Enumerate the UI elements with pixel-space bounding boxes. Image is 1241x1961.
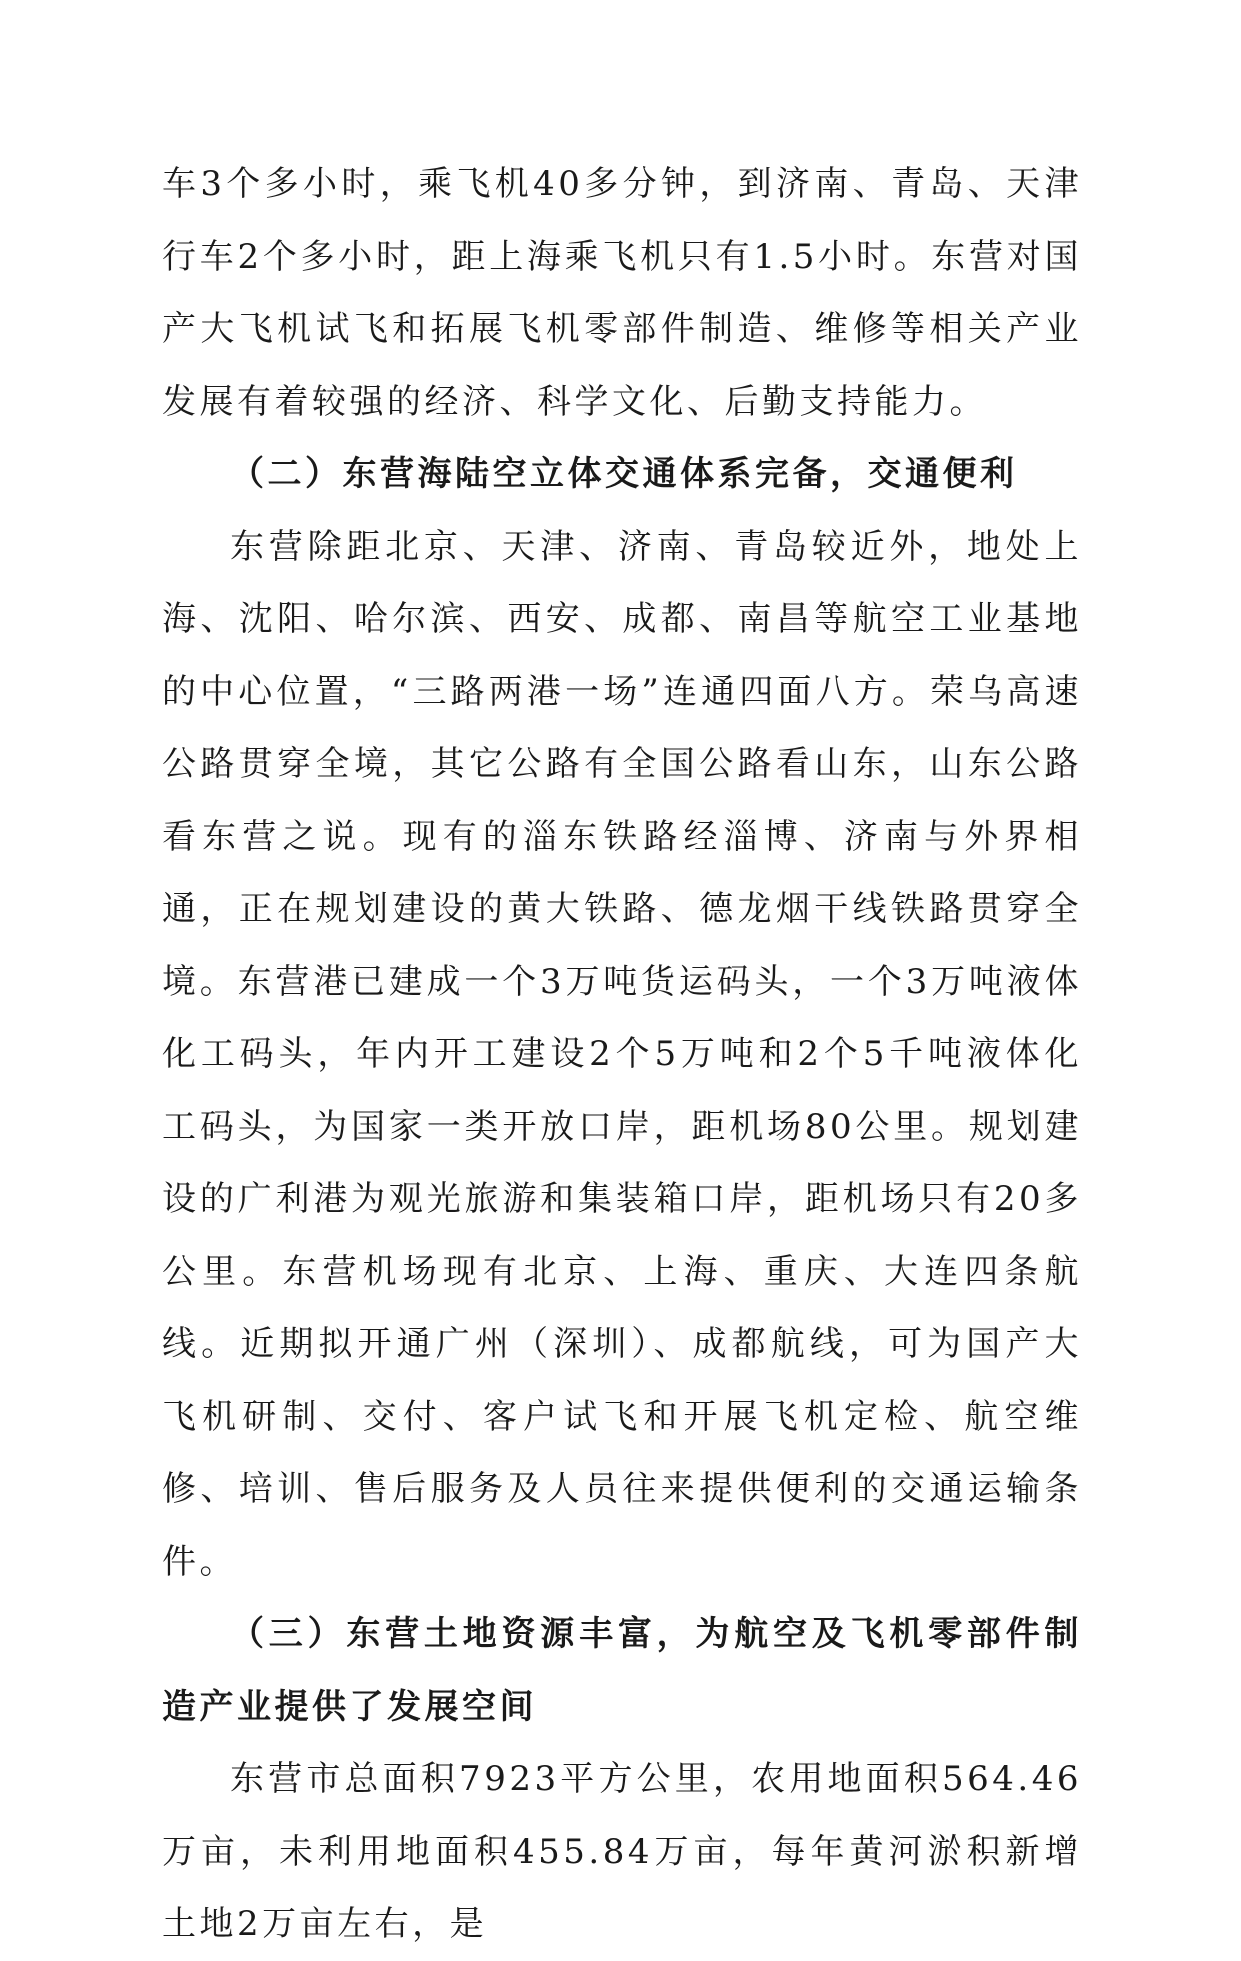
section-heading-2: （二）东营海陆空立体交通体系完备，交通便利 xyxy=(230,454,1018,494)
document-body xyxy=(162,148,1082,1961)
paragraph-transport: 东营除距北京、天津、济南、青岛较近外，地处上海、沈阳、哈尔滨、西安、成都、南昌等航空工业基地的中心位置，“三路两港一场”连通四面八方。荣乌高速公路贯穿全境，其它公路有全国公路看山东，山东公路看东营之说。现有的淄东铁路经淄博、济南与外界相通，正在规划建设的黄大铁路、德龙烟干线铁路贯穿全境。东营港已建成一个3万吨货运码头，一个3万吨液体化工码头，年内开工建设2个5万吨和2个5千吨液体化工码头，为国家一类开放口岸，距机场80公里。规划建设的广利港为观光旅游和集装箱口岸，距机场只有20多公里。东营机场现有北京、上海、重庆、大连四条航线。近期拟开通广州（深圳）、成都航线，可为国产大飞机研制、交付、客户试飞和开展飞机定检、航空维修、培训、售后服务及人员往来提供便利的交通运输条件。 xyxy=(162,526,1082,1582)
section-heading-3: （三）东营土地资源丰富，为航空及飞机零部件制造产业提供了发展空间 xyxy=(162,1614,1082,1727)
paragraph-land: 东营市总面积7923平方公里，农用地面积564.46万亩，未利用地面积455.84万亩，每年黄河淤积新增土地2万亩左右，是 xyxy=(162,1759,1082,1944)
paragraph-continuation: 车3个多小时，乘飞机40多分钟，到济南、青岛、天津行车2个多小时，距上海乘飞机只有1.5小时。东营对国产大飞机试飞和拓展飞机零部件制造、维修等相关产业发展有着较强的经济、科学文化、后勤支持能力。 xyxy=(162,164,1082,422)
